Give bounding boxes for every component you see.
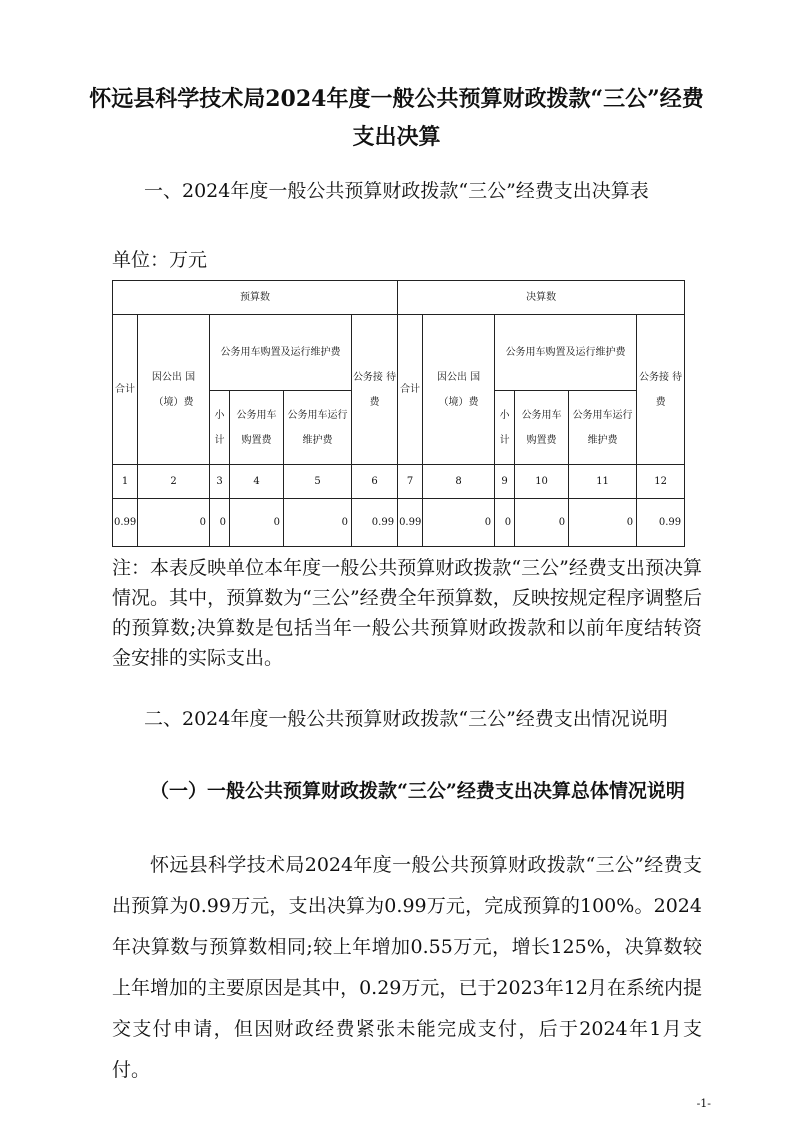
col-vehicle: 公务用车购置及运行维护费 (210, 315, 352, 391)
index-cell: 1 (113, 465, 138, 499)
document-title: 怀远县科学技术局2024年度一般公共预算财政拨款“三公”经费支出决算 (89, 86, 704, 150)
value-cell: 0 (423, 499, 495, 547)
value-cell: 0.99 (398, 499, 423, 547)
section-2-heading: 二、2024年度一般公共预算财政拨款“三公”经费支出情况说明 (144, 708, 668, 730)
value-cell: 0.99 (637, 499, 685, 547)
value-cell: 0 (515, 499, 569, 547)
value-cell: 0 (230, 499, 284, 547)
index-cell: 9 (495, 465, 515, 499)
index-cell: 2 (138, 465, 210, 499)
index-cell: 10 (515, 465, 569, 499)
index-cell: 5 (284, 465, 352, 499)
col-running: 公务用车运行 维护费 (569, 391, 637, 465)
col-total: 合计 (113, 315, 138, 465)
value-cell: 0 (138, 499, 210, 547)
index-cell: 11 (569, 465, 637, 499)
value-cell: 0 (569, 499, 637, 547)
col-subtotal: 小 计 (495, 391, 515, 465)
section-1-heading: 一、2024年度一般公共预算财政拨款“三公”经费支出决算表 (144, 180, 649, 202)
table-note: 注：本表反映单位本年度一般公共预算财政拨款“三公”经费支出预决算情况。其中，预算数为“三公”经费全年预算数，反映按规定程序调整后的预算数;决算数是包括当年一般公共预算财政拨款和以前年度结转资金安排的实际支出。 (112, 557, 702, 669)
subsection-1-heading: （一）一般公共预算财政拨款“三公”经费支出决算总体情况说明 (150, 780, 685, 802)
index-cell: 12 (637, 465, 685, 499)
body-paragraph: 怀远县科学技术局2024年度一般公共预算财政拨款“三公”经费支出预算为0.99万元，支出决算为0.99万元，完成预算的100%。2024年决算数与预算数相同;较上年增加0.55万元，增长125%，决算数较上年增加的主要原因是其中，0.29万元，已于2023年12月在系统内提交支付申请，但因财政经费紧张未能完成支付，后于2024年1月支付。 (112, 854, 702, 1081)
final-header: 决算数 (398, 281, 685, 315)
col-vehicle: 公务用车购置及运行维护费 (495, 315, 637, 391)
col-abroad: 因公出 国 （境）费 (138, 315, 210, 465)
col-reception: 公务接 待费 (637, 315, 685, 465)
value-cell: 0.99 (113, 499, 138, 547)
page-number: -1- (696, 1097, 711, 1110)
index-cell: 4 (230, 465, 284, 499)
col-purchase: 公务用车 购置费 (230, 391, 284, 465)
col-purchase: 公务用车 购置费 (515, 391, 569, 465)
value-cell: 0 (495, 499, 515, 547)
col-abroad: 因公出 国 （境）费 (423, 315, 495, 465)
col-total: 合计 (398, 315, 423, 465)
col-reception: 公务接 待费 (352, 315, 398, 465)
value-cell: 0 (210, 499, 230, 547)
budget-header: 预算数 (113, 281, 398, 315)
value-cell: 0 (284, 499, 352, 547)
col-subtotal: 小 计 (210, 391, 230, 465)
index-cell: 8 (423, 465, 495, 499)
col-running: 公务用车运行 维护费 (284, 391, 352, 465)
index-cell: 3 (210, 465, 230, 499)
index-cell: 6 (352, 465, 398, 499)
three-public-expense-table (112, 280, 685, 547)
value-cell: 0.99 (352, 499, 398, 547)
unit-label: 单位：万元 (112, 249, 208, 271)
index-cell: 7 (398, 465, 423, 499)
